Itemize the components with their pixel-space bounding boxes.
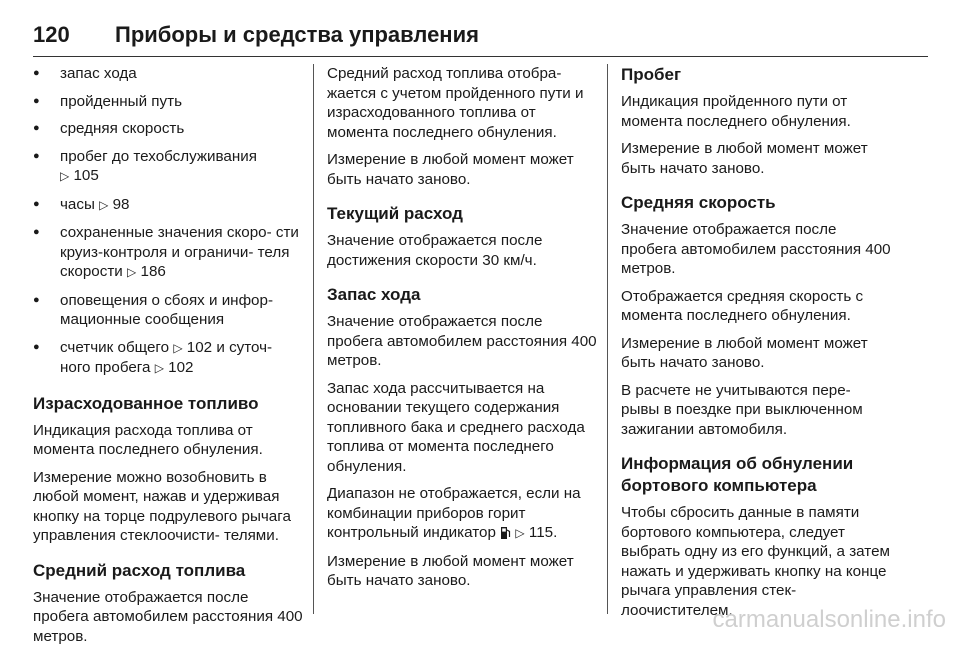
- paragraph: Индикация пройденного пути от момента последнего обнуления.: [621, 93, 851, 130]
- paragraph: Измерение можно возобновить в любой момент, нажав и удерживая кнопку на торце подрулевого рычага управления стеклоочисти- телями.: [33, 468, 291, 544]
- paragraph: Диапазон не отображается, если на комбинации приборов горит контрольный индикатор ▷ 115.: [327, 485, 581, 541]
- page-reference-link[interactable]: 105: [73, 167, 99, 184]
- list-item: ● счетчик общего ▷ 102 и суточ- ного пробега ▷ 102: [33, 338, 303, 379]
- section-heading-reset: Информация об обнулении бортового компьютера: [621, 454, 854, 495]
- paragraph: Значение отображается после пробега автомобилем расстояния 400 метров.: [327, 313, 597, 369]
- page-reference-link[interactable]: 186: [140, 263, 166, 280]
- paragraph: Измерение в любой момент может быть начато заново.: [327, 552, 574, 589]
- paragraph: Измерение в любой момент может быть начато заново.: [327, 151, 574, 188]
- paragraph: Значение отображается после достижения скорости 30 км/ч.: [327, 232, 543, 269]
- list-item: ● сохраненные значения скоро- сти круиз-контроля и ограничи- теля скорости ▷ 186: [33, 223, 303, 283]
- page-number: 120: [33, 22, 70, 47]
- paragraph: Значение отображается после пробега автомобилем расстояния 400 метров.: [621, 221, 891, 277]
- paragraph: Средний расход топлива отобра- жается с учетом пройденного пути и израсходованного топлива от момента последнего обнуления.: [327, 65, 584, 141]
- column-3: [621, 64, 891, 628]
- reference-arrow-icon: ▷: [60, 169, 70, 183]
- reference-arrow-icon: ▷: [127, 265, 137, 279]
- page-reference-link[interactable]: 115.: [528, 524, 558, 541]
- page-reference-link[interactable]: 102: [168, 359, 194, 376]
- section-heading-avg-consumption: Средний расход топлива: [33, 560, 246, 580]
- page-reference-link[interactable]: 98: [112, 195, 130, 213]
- list-item: ● пробег до техобслуживания ▷ 105: [33, 147, 303, 187]
- list-item: ● пройденный путь: [33, 92, 303, 112]
- section-heading-avg-speed: Средняя скорость: [621, 193, 776, 212]
- column-1: [33, 64, 303, 654]
- reference-arrow-icon: ▷: [515, 526, 525, 540]
- paragraph: Измерение в любой момент может быть начато заново.: [621, 334, 868, 371]
- paragraph: Запас хода рассчитывается на основании текущего содержания топливного бака и среднего расхода топлива от момента последнего обнуления.: [327, 379, 585, 475]
- section-heading-current-consumption: Текущий расход: [327, 204, 463, 223]
- fuel-pump-icon: [500, 526, 511, 540]
- list-item: ● запас хода: [33, 64, 303, 84]
- list-item: ● оповещения о сбоях и инфор- мационные сообщения: [33, 291, 303, 330]
- reference-arrow-icon: ▷: [154, 361, 164, 375]
- section-heading-used-fuel: Израсходованное топливо: [33, 393, 259, 413]
- column-divider: [313, 64, 314, 614]
- column-divider: [607, 64, 608, 614]
- paragraph: Измерение в любой момент может быть начато заново.: [621, 140, 868, 177]
- paragraph: В расчете не учитываются пере- рывы в поездке при выключенном зажигании автомобиля.: [621, 381, 863, 438]
- paragraph: Индикация расхода топлива от момента последнего обнуления.: [33, 421, 263, 458]
- reference-arrow-icon: ▷: [99, 197, 109, 212]
- page-header: [33, 22, 928, 57]
- list-item: ● средняя скорость: [33, 119, 303, 139]
- paragraph: Отображается средняя скорость с момента последнего обнуления.: [621, 287, 864, 324]
- column-2: [327, 64, 597, 599]
- page-title: Приборы и средства управления: [115, 22, 479, 47]
- paragraph: Чтобы сбросить данные в памяти бортового компьютера, следует выбрать одну из его функций, а затем нажать и удерживать кнопку на конце рычага управления стек- лоочистителем.: [621, 504, 890, 619]
- watermark: carmanualsonline.info: [712, 606, 946, 633]
- reference-arrow-icon: ▷: [173, 340, 183, 355]
- section-heading-distance: Пробег: [621, 65, 682, 84]
- list-item: ● часы ▷ 98: [33, 195, 303, 216]
- page-reference-link[interactable]: 102: [186, 338, 213, 356]
- section-heading-range: Запас хода: [327, 285, 421, 304]
- paragraph: Значение отображается после пробега автомобилем расстояния 400 метров.: [33, 588, 303, 645]
- bullet-list: [33, 64, 303, 379]
